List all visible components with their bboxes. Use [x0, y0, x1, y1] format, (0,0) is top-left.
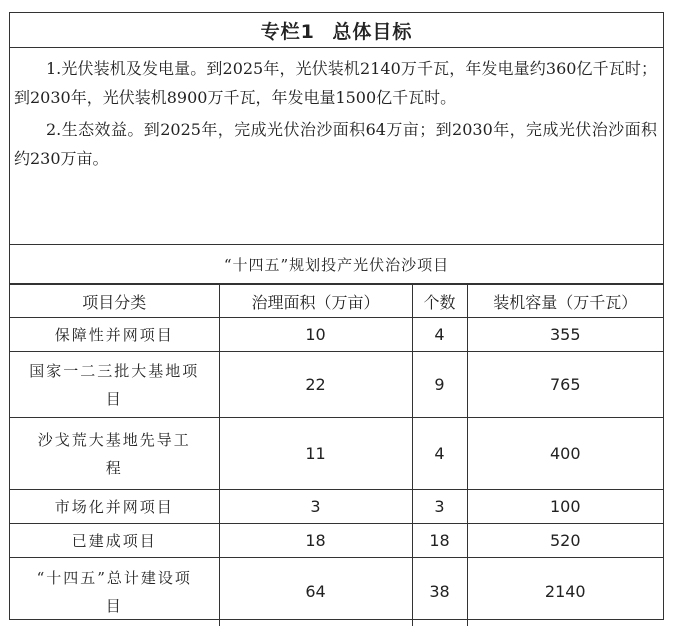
cell-category: 国家一二三批大基地项 目 — [10, 352, 219, 418]
header-count: 个数 — [412, 285, 467, 318]
header-category: 项目分类 — [10, 285, 219, 318]
cell-category: 已建成项目 — [10, 524, 219, 558]
cell-area: 18 — [219, 524, 412, 558]
cell-category: 保障性并网项目 — [10, 318, 219, 352]
cell-area: 11 — [219, 418, 412, 490]
table-header-row — [10, 285, 663, 318]
goal-paragraph-ecology: 2.生态效益。到2025年，完成光伏治沙面积64万亩；到2030年，完成光伏治沙面积约230万亩。 — [14, 120, 657, 168]
projects-table — [10, 284, 663, 626]
cell-category: 沙戈荒大基地先导工 程 — [10, 418, 219, 490]
cell-count: 18 — [412, 524, 467, 558]
table-row — [10, 352, 663, 418]
cell-count: 9 — [412, 352, 467, 418]
cell-area: 3 — [219, 490, 412, 524]
cell-category: 市场化并网项目 — [10, 490, 219, 524]
cell-capacity: 2140 — [467, 558, 663, 626]
table-row — [10, 490, 663, 524]
cell-count: 4 — [412, 418, 467, 490]
cell-count: 3 — [412, 490, 467, 524]
header-area: 治理面积（万亩） — [219, 285, 412, 318]
header-capacity: 装机容量（万千瓦） — [467, 285, 663, 318]
table-row — [10, 318, 663, 352]
table-row — [10, 524, 663, 558]
cell-count: 38 — [412, 558, 467, 626]
table-title: “十四五”规划投产光伏治沙项目 — [10, 245, 663, 284]
cell-capacity: 355 — [467, 318, 663, 352]
cell-area: 10 — [219, 318, 412, 352]
cell-count: 4 — [412, 318, 467, 352]
goal-paragraph-power: 1.光伏装机及发电量。到2025年，光伏装机2140万千瓦，年发电量约360亿千瓦时；到2030年，光伏装机8900万千瓦，年发电量1500亿千瓦时。 — [14, 59, 657, 107]
box-title: 专栏1 总体目标 — [10, 13, 663, 48]
cell-capacity: 100 — [467, 490, 663, 524]
cell-area: 64 — [219, 558, 412, 626]
table-row — [10, 558, 663, 626]
feature-box — [9, 12, 664, 620]
cell-capacity: 400 — [467, 418, 663, 490]
table-row — [10, 418, 663, 490]
cell-area: 22 — [219, 352, 412, 418]
goals-text — [10, 54, 663, 245]
cell-capacity: 520 — [467, 524, 663, 558]
cell-category: “十四五”总计建设项 目 — [10, 558, 219, 626]
cell-capacity: 765 — [467, 352, 663, 418]
